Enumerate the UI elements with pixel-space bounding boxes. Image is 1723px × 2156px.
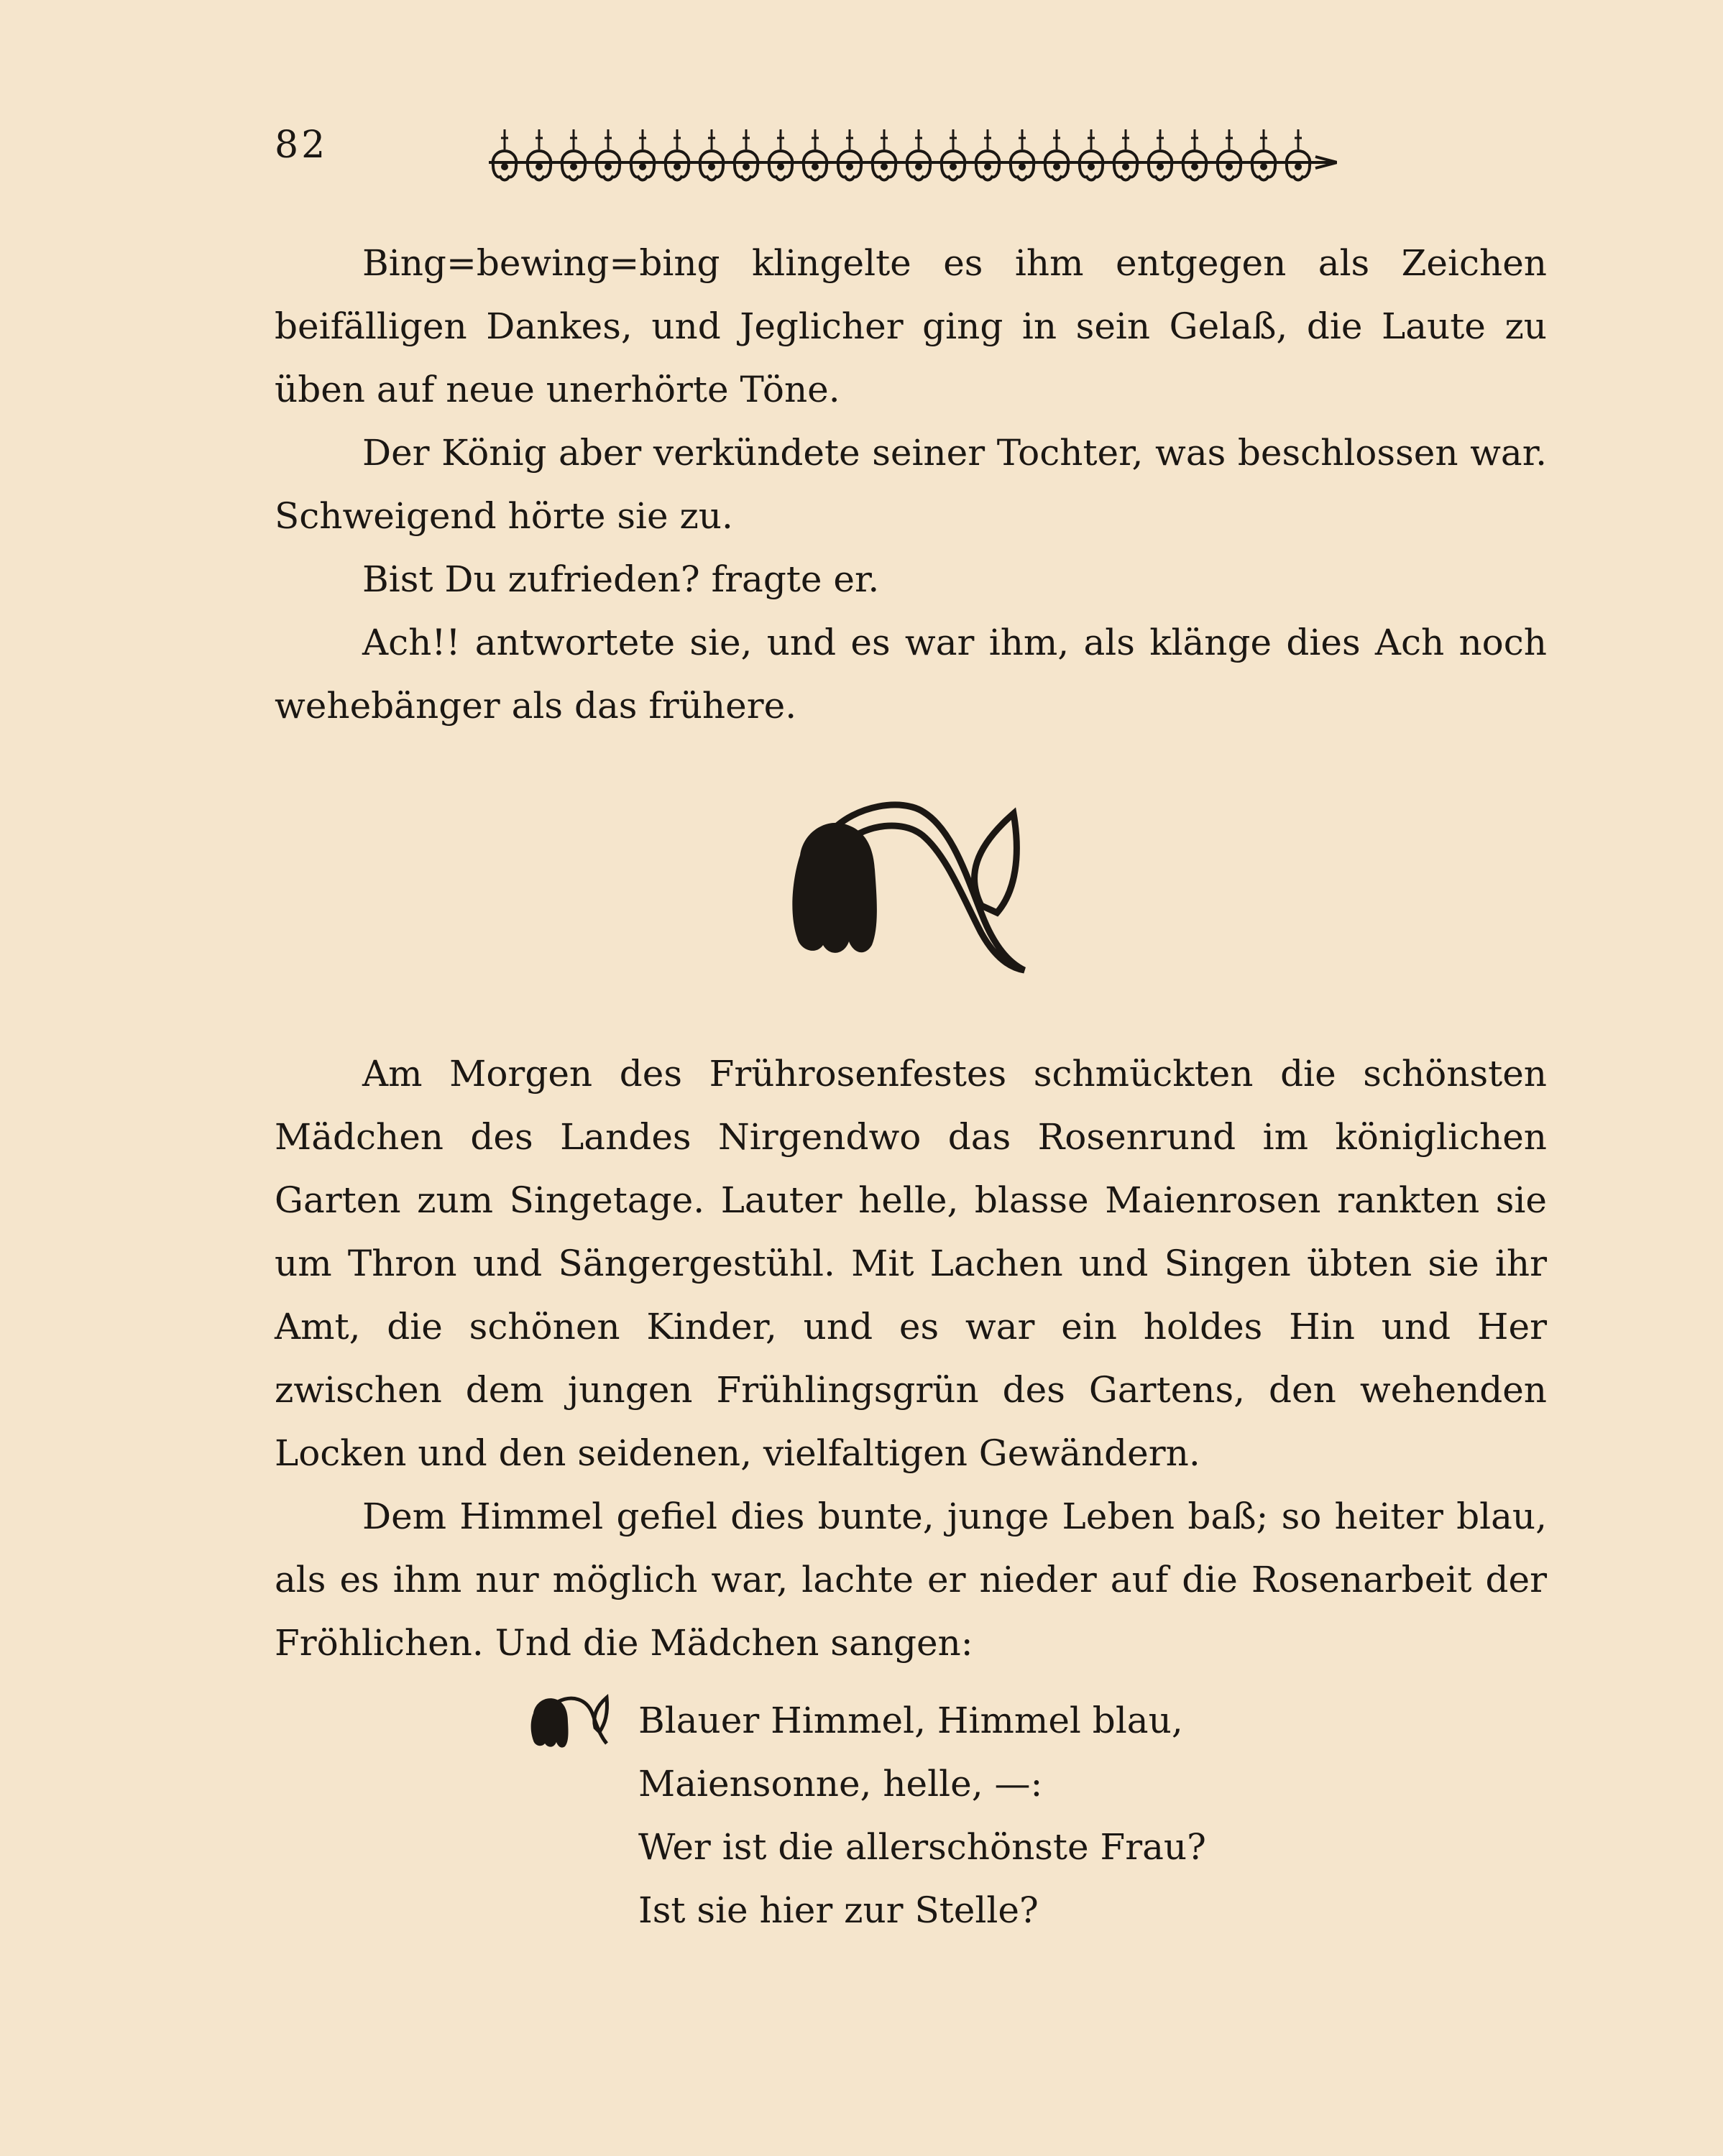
verse-line: Maiensonne, helle, —:	[638, 1763, 1043, 1805]
text-block-top	[275, 231, 1547, 737]
paragraph: Bist Du zufrieden? fragte er.	[362, 558, 880, 600]
text-block-bottom	[275, 1042, 1547, 1674]
drooping-tulip-vignette-icon	[787, 798, 1031, 974]
song-verse	[638, 1689, 1206, 1942]
small-tulip-icon	[529, 1692, 610, 1749]
paragraph: Am Morgen des Frührosenfestes schmückten die schönsten Mädchen des Landes Nirgendwo das Rosenrund im königlichen Garten zum Singetage. Lauter helle, blasse Maienrosen rankten sie um Thron und Sängergestühl. Mit Lachen und Singen übten sie ihr Amt, die schönen Kinder, und es war ein holdes Hin und Her zwischen dem jungen Frühlingsgrün des Gartens, den wehenden Locken und den seidenen, vielfaltigen Gewändern.	[275, 1053, 1547, 1474]
paragraph: Der König aber verkündete seiner Tochter, was beschlossen war. Schweigend hörte sie zu.	[275, 432, 1547, 537]
verse-line: Blauer Himmel, Himmel blau,	[638, 1700, 1183, 1741]
paragraph: Ach!! antwortete sie, und es war ihm, als klänge dies Ach noch wehebänger als das frühere.	[275, 622, 1547, 727]
page-number: 82	[275, 124, 328, 167]
bell-flower-border-ornament-icon	[489, 124, 1337, 188]
verse-line: Wer ist die allerschönste Frau?	[638, 1826, 1206, 1868]
verse-line: Ist sie hier zur Stelle?	[638, 1889, 1039, 1931]
paragraph: Dem Himmel gefiel dies bunte, junge Leben baß; so heiter blau, als es ihm nur möglich war, lachte er nieder auf die Rosenarbeit der Fröhlichen. Und die Mädchen sangen:	[275, 1496, 1547, 1664]
paragraph: Bing=bewing=bing klingelte es ihm entgegen als Zeichen beifälligen Dankes, und Jeglicher ging in sein Gelaß, die Laute zu üben auf neue unerhörte Töne.	[275, 242, 1547, 410]
